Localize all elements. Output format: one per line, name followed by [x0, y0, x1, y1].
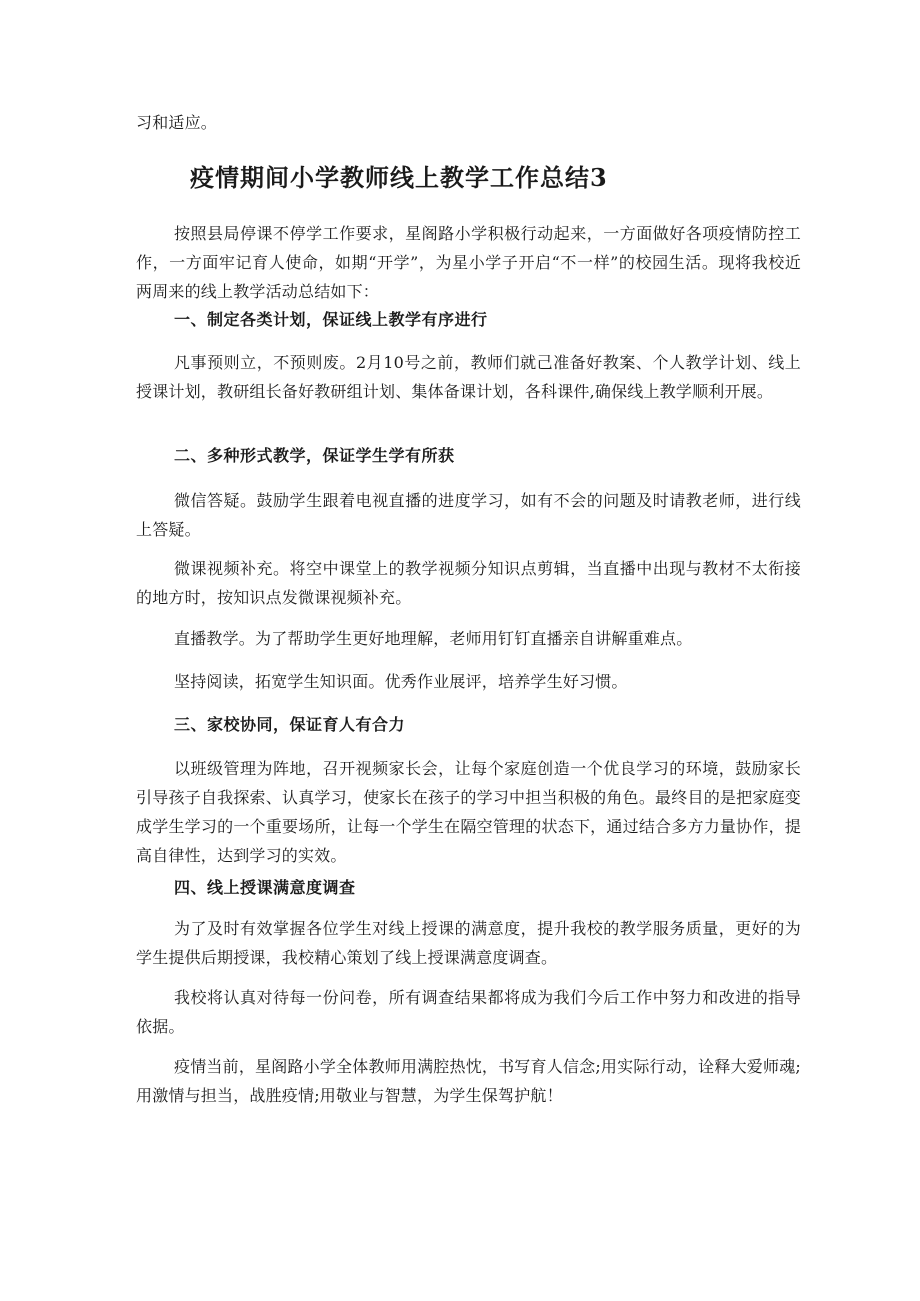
section-1-heading: 一、制定各类计划，保证线上教学有序进行 — [174, 310, 488, 329]
section-4-paragraph-3: 疫情当前，星阁路小学全体教师用满腔热忱，书写育人信念;用实际行动，诠释大爱师魂;用激情与担当，战胜疫情;用敬业与智慧，为学生保驾护航！ — [136, 1057, 801, 1105]
section-3-paragraph-1: 以班级管理为阵地，召开视频家长会，让每个家庭创造一个优良学习的环境，鼓励家长引导孩子自我探索、认真学习，使家长在孩子的学习中担当积极的角色。最终目的是把家庭变成学生学习的一个重要场所，让每一个学生在隔空管理的状态下，通过结合多方力量协作，提高自律性，达到学习的实效。 — [136, 759, 801, 865]
section-4-heading: 四、线上授课满意度调查 — [174, 878, 356, 897]
section-4-paragraph-2: 我校将认真对待每一份问卷，所有调查结果都将成为我们今后工作中努力和改进的指导依据。 — [136, 988, 801, 1036]
document-title: 疫情期间小学教师线上教学工作总结3 — [190, 163, 608, 192]
section-2-paragraph-3: 直播教学。为了帮助学生更好地理解，老师用钉钉直播亲自讲解重难点。 — [174, 629, 693, 648]
section-4-paragraph-1: 为了及时有效掌握各位学生对线上授课的满意度，提升我校的教学服务质量，更好的为学生提供后期授课，我校精心策划了线上授课满意度调查。 — [136, 919, 801, 967]
section-1-paragraph-1: 凡事预则立，不预则废。2月10号之前，教师们就己准备好教案、个人教学计划、线上授课计划，教研组长备好教研组计划、集体备课计划，各科课件,确保线上教学顺利开展。 — [136, 353, 801, 401]
continuation-text: 习和适应。 — [136, 113, 218, 132]
section-2-paragraph-4: 坚持阅读，拓宽学生知识面。优秀作业展评，培养学生好习惯。 — [174, 672, 628, 691]
section-2-paragraph-2: 微课视频补充。将空中课堂上的教学视频分知识点剪辑，当直播中出现与教材不太衔接的地方时，按知识点发微课视频补充。 — [136, 559, 801, 607]
section-2-heading: 二、多种形式教学，保证学生学有所获 — [174, 446, 455, 465]
section-3-heading: 三、家校协同，保证育人有合力 — [174, 715, 406, 734]
intro-paragraph: 按照县局停课不停学工作要求，星阁路小学积极行动起来，一方面做好各项疫情防控工作，一方面牢记育人使命，如期“开学”，为星小学子开启“不一样”的校园生活。现将我校近两周来的线上教学活动总结如下： — [136, 224, 801, 301]
section-2-paragraph-1: 微信答疑。鼓励学生跟着电视直播的进度学习，如有不会的问题及时请教老师，进行线上答疑。 — [136, 491, 801, 539]
